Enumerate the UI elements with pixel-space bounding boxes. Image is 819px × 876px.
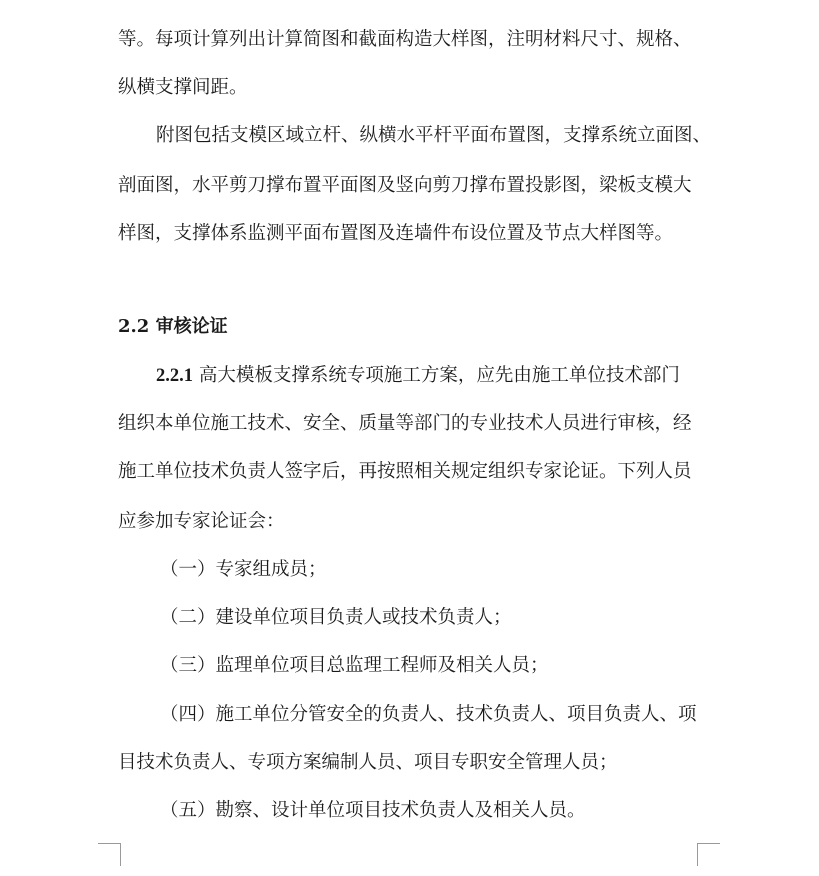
para1-line2: 纵横支撑间距。 (118, 77, 248, 98)
list-item-5: （五）勘察、设计单位项目技术负责人及相关人员。 (160, 800, 586, 821)
para3-line4: 应参加专家论证会： (118, 511, 285, 532)
list-item-4-line2: 目技术负责人、专项方案编制人员、项目专职安全管理人员； (118, 752, 618, 773)
para2-line3: 样图，支撑体系监测平面布置图及连墙件布设位置及节点大样图等。 (118, 223, 674, 244)
para3-line1-text: 高大模板支撑系统专项施工方案，应先由施工单位技术部门 (193, 365, 680, 386)
section-heading: 2.2 审核论证 (118, 316, 228, 337)
para2-line2: 剖面图，水平剪刀撑布置平面图及竖向剪刀撑布置投影图，梁板支模大 (118, 175, 692, 196)
list-item-3: （三）监理单位项目总监理工程师及相关人员； (160, 655, 549, 676)
list-item-4-line1: （四）施工单位分管安全的负责人、技术负责人、项目负责人、项 (160, 704, 697, 725)
para2-line1: 附图包括支模区域立杆、纵横水平杆平面布置图，支撑系统立面图、 (156, 125, 712, 146)
list-item-2: （二）建设单位项目负责人或技术负责人； (160, 607, 512, 628)
para1-line1: 等。每项计算列出计算简图和截面构造大样图，注明材料尺寸、规格、 (118, 29, 692, 50)
list-item-1: （一）专家组成员； (160, 559, 327, 580)
para3-line2: 组织本单位施工技术、安全、质量等部门的专业技术人员进行审核，经 (118, 413, 692, 434)
page-corner-mark-left (98, 843, 121, 866)
para3-line3: 施工单位技术负责人签字后，再按照相关规定组织专家论证。下列人员 (118, 461, 692, 482)
clause-number: 2.2.1 (156, 366, 193, 386)
para3-line1 (0, 364, 819, 388)
page-corner-mark-right (697, 843, 720, 866)
